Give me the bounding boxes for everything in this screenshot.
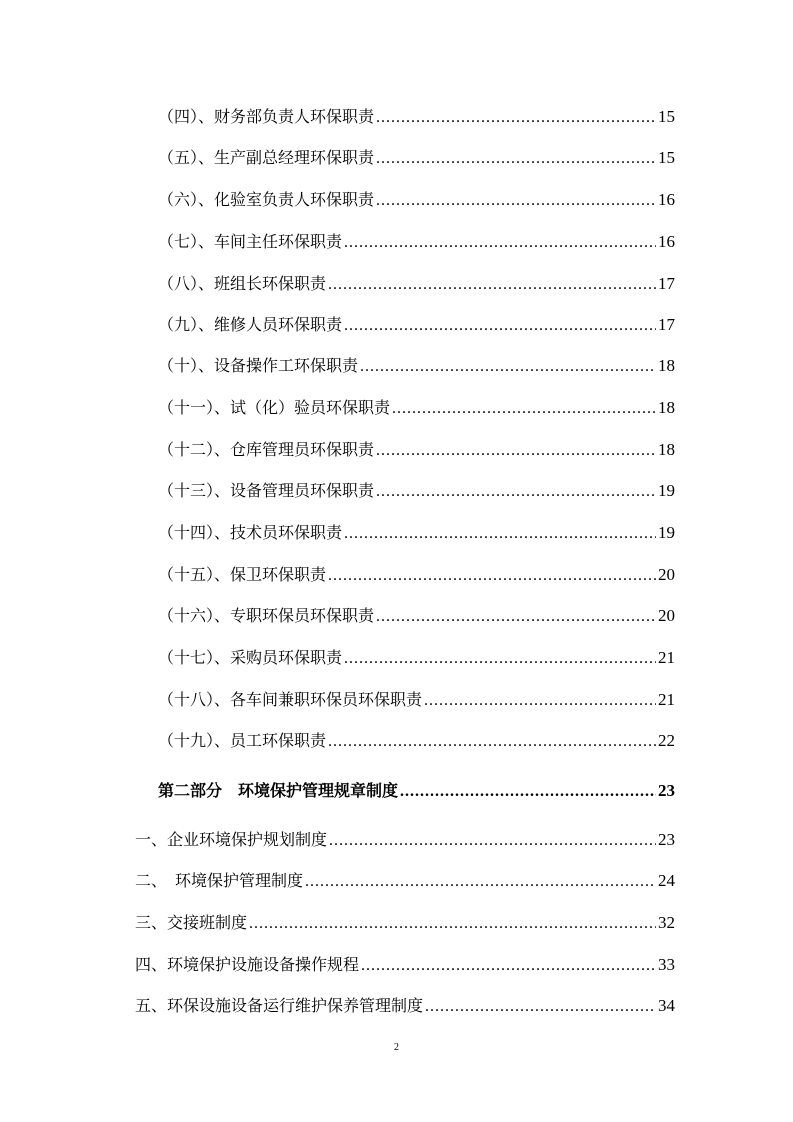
dot-leader [376, 147, 656, 171]
toc-entry-label: （七）、车间主任环保职责 [158, 232, 343, 251]
toc-entry-page: 32 [658, 913, 675, 932]
toc-entry-page: 15 [658, 148, 675, 167]
toc-entry-page: 33 [658, 955, 675, 974]
dot-leader [424, 689, 656, 713]
toc-entry[interactable] [158, 396, 675, 420]
toc-entry-page: 16 [658, 232, 675, 251]
toc-entry-label: （十四）、技术员环保职责 [158, 523, 343, 542]
toc-entry-page: 34 [658, 996, 675, 1015]
toc-entry-page: 19 [658, 523, 675, 542]
dot-leader [344, 522, 656, 546]
toc-entry-page: 16 [658, 190, 675, 209]
toc-entry-label: 一、企业环境保护规划制度 [135, 830, 328, 849]
toc-entry-page: 17 [658, 315, 675, 334]
toc-entry-label: （十九）、员工环保职责 [158, 731, 327, 750]
toc-entry-page: 18 [658, 440, 675, 459]
toc-entry[interactable] [158, 479, 675, 503]
toc-entry-label: （十三）、设备管理员环保职责 [158, 481, 375, 500]
dot-leader [328, 273, 656, 297]
toc-entry-page: 17 [658, 274, 675, 293]
dot-leader [305, 870, 656, 894]
toc-entry[interactable] [135, 994, 675, 1018]
toc-entry-label: （十八）、各车间兼职环保员环保职责 [158, 690, 423, 709]
toc-entry-page: 15 [658, 107, 675, 126]
page-number: 2 [394, 1042, 399, 1053]
toc-entry-label: 五、环保设施设备运行维护保养管理制度 [135, 996, 424, 1015]
toc-entry-page: 24 [658, 871, 675, 890]
toc-entry[interactable] [135, 953, 675, 977]
toc-entry[interactable] [158, 729, 675, 753]
toc-entry-page: 21 [658, 648, 675, 667]
toc-entry[interactable] [135, 911, 675, 935]
toc-part-heading[interactable] [158, 779, 675, 803]
toc-entry[interactable] [158, 438, 675, 462]
toc-entry-label: 四、环境保护设施设备操作规程 [135, 955, 360, 974]
dot-leader [249, 912, 656, 936]
toc-entry[interactable] [158, 563, 675, 587]
toc-entry[interactable] [158, 313, 675, 337]
toc-entry-page: 20 [658, 565, 675, 584]
toc-entry[interactable] [158, 521, 675, 545]
dot-leader [425, 995, 656, 1019]
dot-leader [344, 647, 656, 671]
toc-entry-page: 18 [658, 356, 675, 375]
toc-entry[interactable] [158, 354, 675, 378]
toc-entry-label: （十二）、仓库管理员环保职责 [158, 440, 375, 459]
toc-entry-page: 18 [658, 398, 675, 417]
toc-entry[interactable] [158, 188, 675, 212]
toc-entry-label: （五）、生产副总经理环保职责 [158, 148, 375, 167]
dot-leader [328, 730, 656, 754]
toc-entry[interactable] [158, 604, 675, 628]
dot-leader [344, 231, 656, 255]
toc-entry[interactable] [158, 688, 675, 712]
toc-entry-page: 19 [658, 481, 675, 500]
toc-entry-page: 23 [658, 781, 675, 800]
toc-entry-page: 21 [658, 690, 675, 709]
dot-leader [376, 189, 656, 213]
toc-entry-label: （六）、化验室负责人环保职责 [158, 190, 375, 209]
toc-entry-label: （四）、财务部负责人环保职责 [158, 107, 375, 126]
toc-entry-page: 20 [658, 606, 675, 625]
toc-entry[interactable] [158, 646, 675, 670]
toc-entry-page: 23 [658, 830, 675, 849]
toc-entry-label: （十七）、采购员环保职责 [158, 648, 343, 667]
toc-entry-label: （十五）、保卫环保职责 [158, 565, 327, 584]
toc-entry[interactable] [158, 105, 675, 129]
dot-leader [376, 480, 656, 504]
toc-entry-label: （八）、班组长环保职责 [158, 274, 327, 293]
dot-leader [361, 954, 656, 978]
toc-entry[interactable] [158, 146, 675, 170]
toc-entry-label: （十一）、试（化）验员环保职责 [158, 398, 391, 417]
toc-entry-label: （十）、设备操作工环保职责 [158, 356, 359, 375]
toc-entry-label: 二、 环境保护管理制度 [135, 871, 304, 890]
dot-leader [360, 355, 656, 379]
dot-leader [400, 780, 656, 804]
toc-entry[interactable] [135, 828, 675, 852]
dot-leader [376, 439, 656, 463]
toc-entry[interactable] [158, 272, 675, 296]
dot-leader [329, 829, 656, 853]
toc-entry-label: 第二部分 环境保护管理规章制度 [158, 781, 399, 800]
toc-entry-label: 三、交接班制度 [135, 913, 248, 932]
dot-leader [328, 564, 656, 588]
toc-entry[interactable] [135, 869, 675, 893]
toc-entry[interactable] [158, 230, 675, 254]
toc-entry-label: （十六）、专职环保员环保职责 [158, 606, 375, 625]
dot-leader [392, 397, 656, 421]
dot-leader [376, 605, 656, 629]
dot-leader [376, 106, 656, 130]
dot-leader [344, 314, 656, 338]
toc-entry-label: （九）、维修人员环保职责 [158, 315, 343, 334]
toc-entry-page: 22 [658, 731, 675, 750]
